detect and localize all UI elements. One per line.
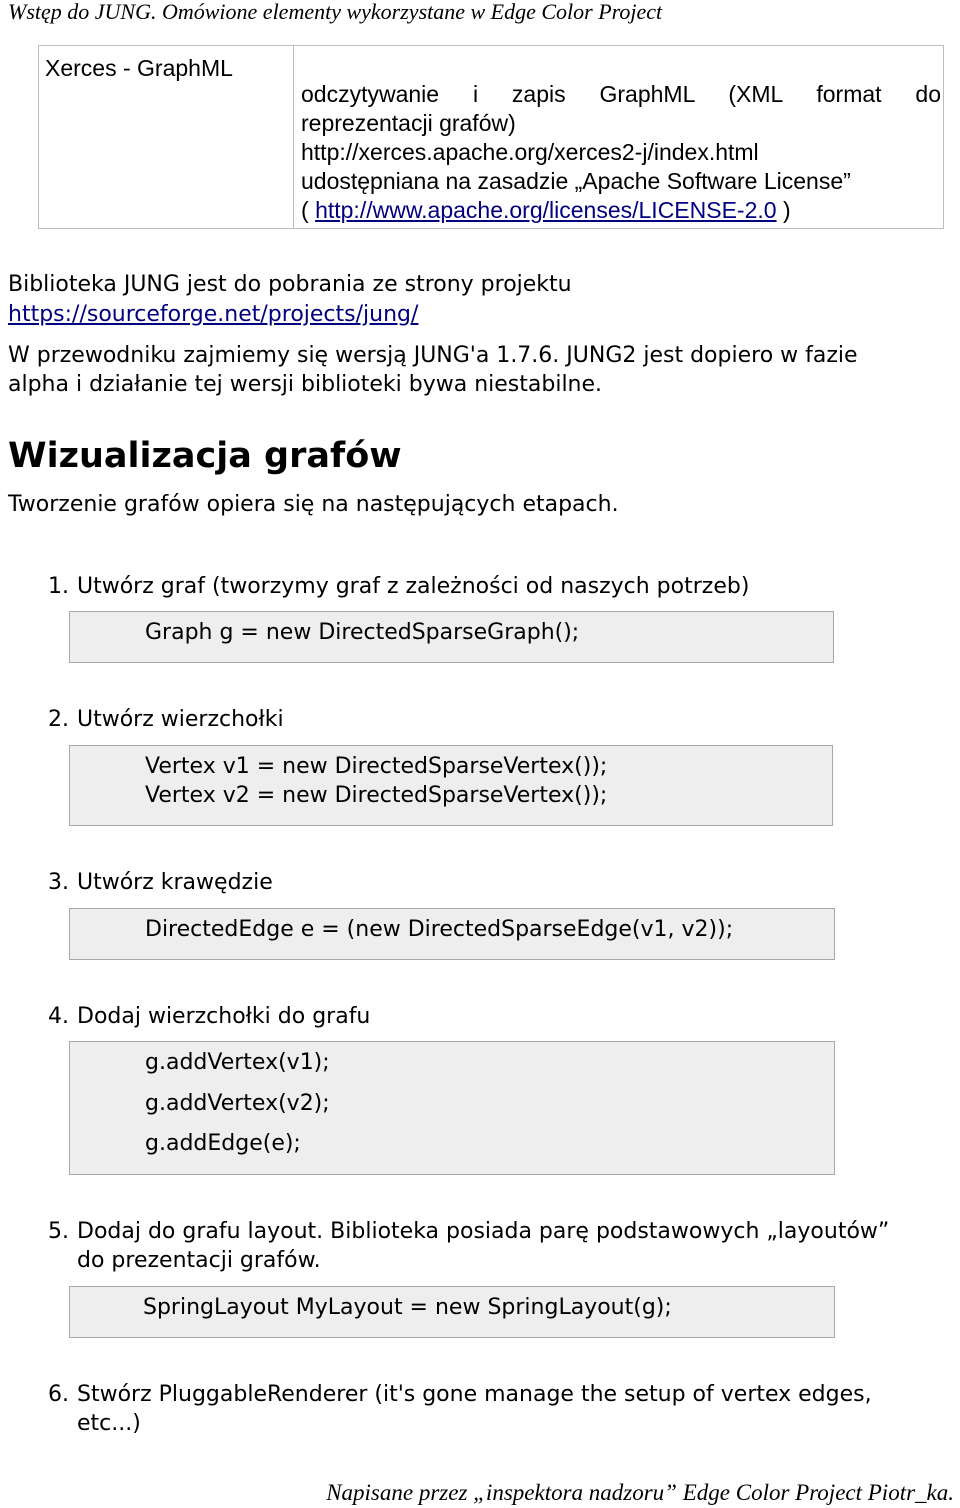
code-line: SpringLayout MyLayout = new SpringLayout(g); (143, 1295, 672, 1320)
library-description-cell (301, 80, 941, 225)
code-line: g.addEdge(e); (145, 1131, 301, 1156)
step-text: Utwórz wierzchołki (77, 707, 284, 732)
step-text: Utwórz krawędzie (77, 870, 273, 895)
library-license-line (301, 196, 941, 225)
document-footer: Napisane przez „inspektora nadzoru” Edge Color Project Piotr_ka. (326, 1480, 954, 1505)
license-suffix: ) (776, 197, 791, 223)
download-paragraph (8, 300, 418, 329)
library-table (38, 45, 944, 229)
library-description-line: http://xerces.apache.org/xerces2-j/index.html (301, 139, 759, 165)
step-number: 6. (48, 1382, 69, 1407)
library-description-line: odczytywanie i zapis GraphML (XML format do (301, 81, 941, 107)
library-description-line: udostępniana na zasadzie „Apache Software License” (301, 168, 851, 194)
step-number: 4. (48, 1004, 69, 1029)
code-line: DirectedEdge e = (new DirectedSparseEdge(v1, v2)); (145, 917, 734, 942)
code-line: g.addVertex(v1); (145, 1050, 330, 1075)
document-header-title: Wstęp do JUNG. Omówione elementy wykorzystane w Edge Color Project (8, 0, 663, 24)
license-prefix: ( (301, 197, 316, 223)
code-line: Graph g = new DirectedSparseGraph(); (145, 620, 580, 645)
step-text: Dodaj do grafu layout. Biblioteka posiada parę podstawowych „layoutów” (77, 1219, 890, 1244)
step-text-continued: etc...) (77, 1411, 141, 1436)
code-line: Vertex v1 = new DirectedSparseVertex()); (145, 754, 608, 779)
step-number: 2. (48, 707, 69, 732)
step-text: Dodaj wierzchołki do grafu (77, 1004, 371, 1029)
step-text-continued: do prezentacji grafów. (77, 1248, 321, 1273)
library-description-line: reprezentacji grafów) (301, 110, 516, 136)
version-text-line: W przewodniku zajmiemy się wersją JUNG'a 1.7.6. JUNG2 jest dopiero w fazie (8, 343, 858, 368)
step-number: 1. (48, 574, 69, 599)
apache-license-link[interactable]: http://www.apache.org/licenses/LICENSE-2.0 (315, 197, 777, 223)
step-text: Utwórz graf (tworzymy graf z zależności od naszych potrzeb) (77, 574, 750, 599)
code-line: g.addVertex(v2); (145, 1091, 330, 1116)
code-line: Vertex v2 = new DirectedSparseVertex()); (145, 783, 608, 808)
download-text: Biblioteka JUNG jest do pobrania ze strony projektu (8, 272, 572, 297)
section-intro: Tworzenie grafów opiera się na następujących etapach. (8, 492, 619, 517)
version-text-line: alpha i działanie tej wersji biblioteki bywa niestabilne. (8, 372, 603, 397)
library-name-cell: Xerces - GraphML (39, 46, 294, 228)
sourceforge-link[interactable]: https://sourceforge.net/projects/jung/ (8, 302, 419, 327)
step-number: 3. (48, 870, 69, 895)
step-number: 5. (48, 1219, 69, 1244)
section-heading: Wizualizacja grafów (8, 436, 402, 476)
step-text: Stwórz PluggableRenderer (it's gone manage the setup of vertex edges, (77, 1382, 872, 1407)
